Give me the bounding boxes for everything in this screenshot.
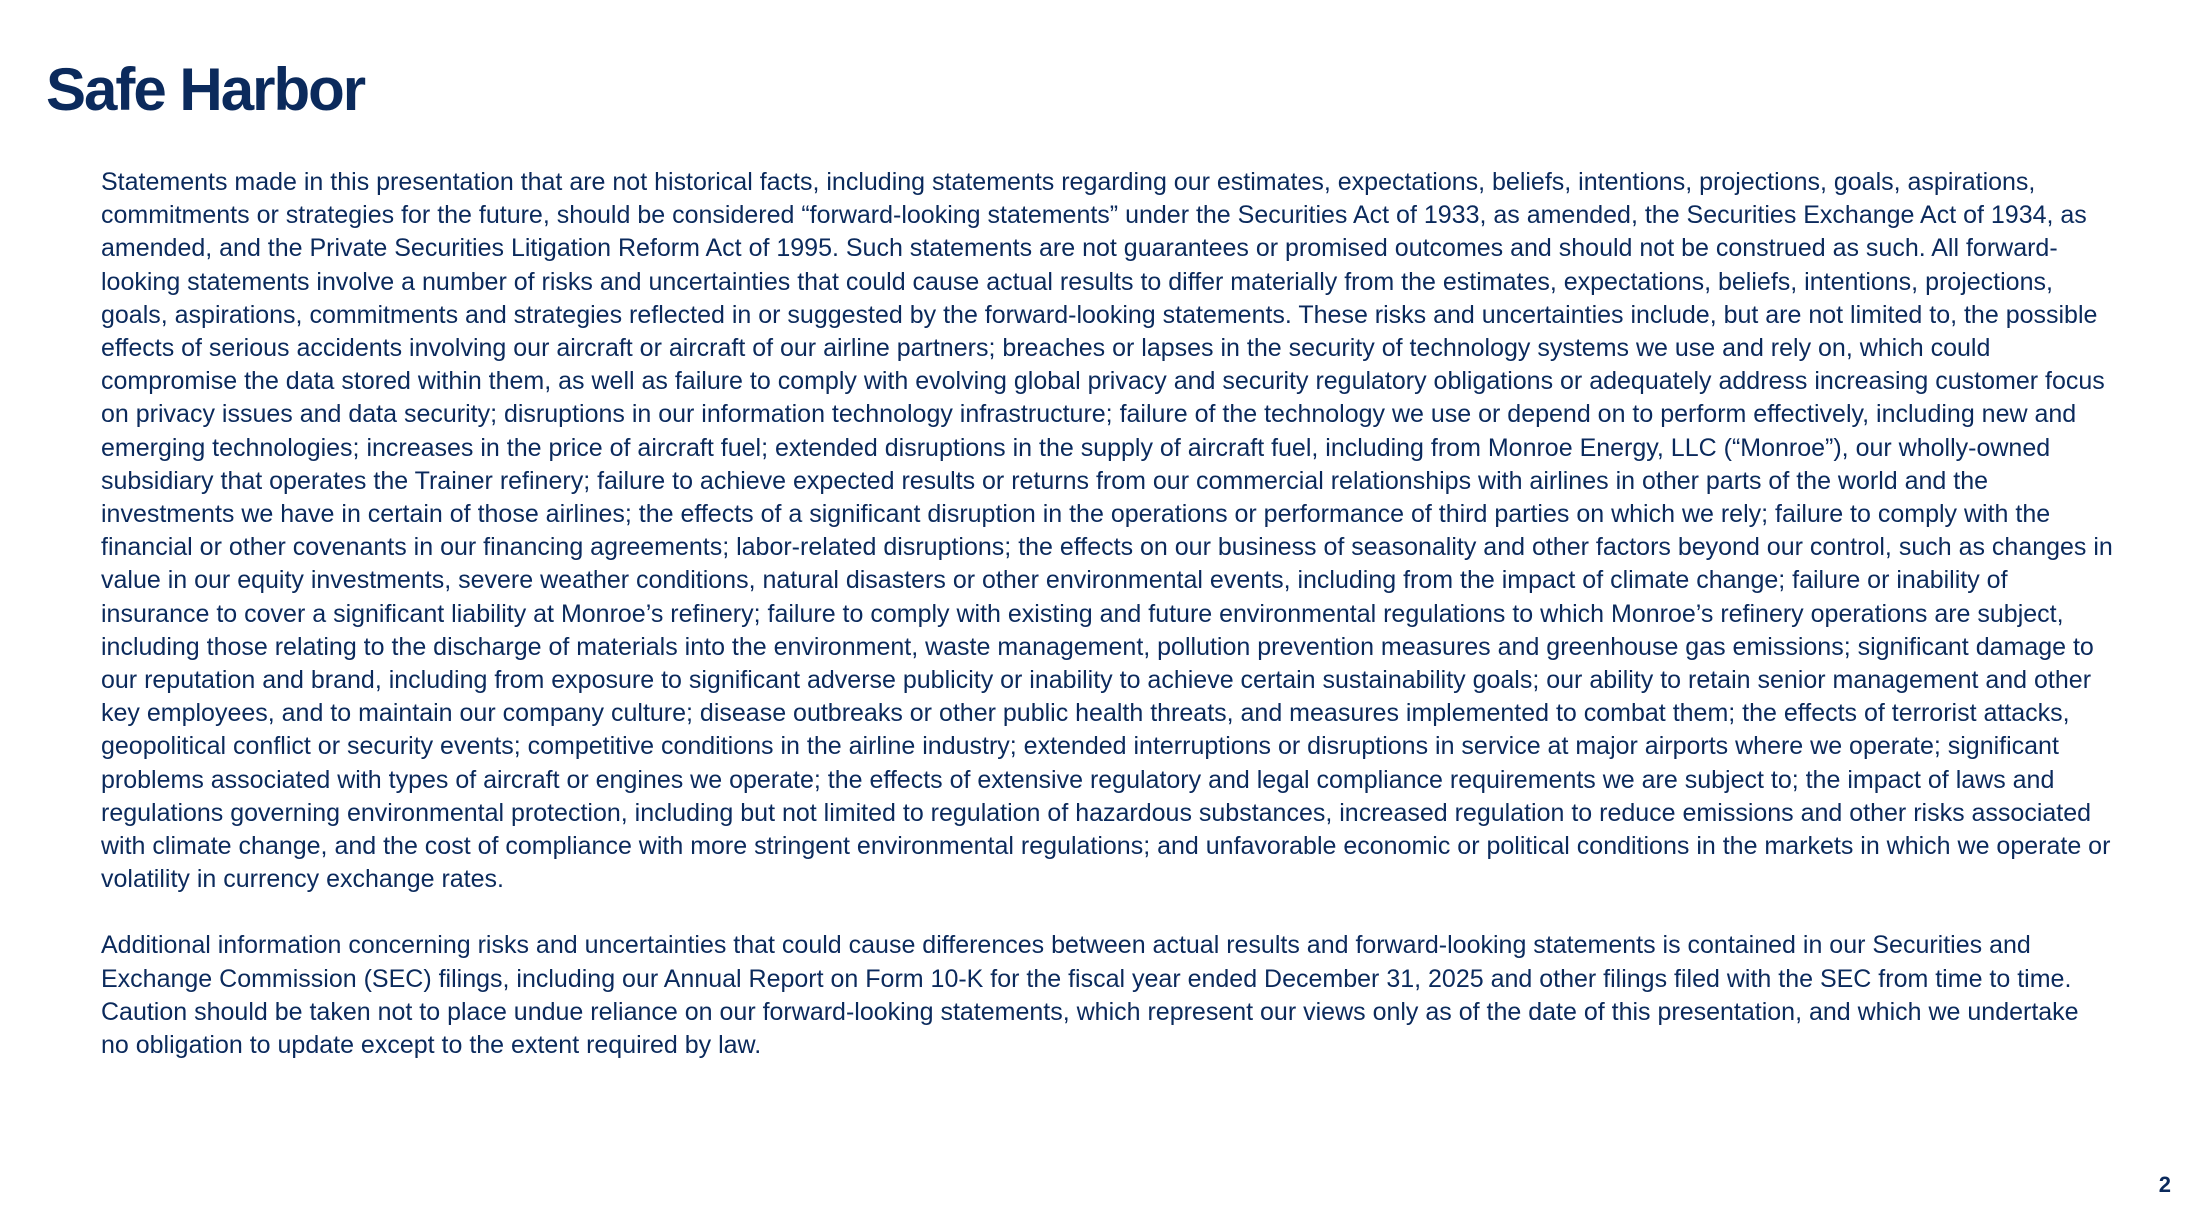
disclaimer-paragraph-forward-looking: Statements made in this presentation that are not historical facts, including statements regarding our estimates, expectations, beliefs, intentions, projections, goals, aspirations, commitments or strategies for the future, should be considered “forward-looking statements” under the Securities Act of 1933, as amended, the Securities Exchange Act of 1934, as amended, and the Private Securities Litigation Reform Act of 1995. Such statements are not guarantees or promised outcomes and should not be construed as such. All forward-looking statements involve a number of risks and uncertainties that could cause actual results to differ materially from the estimates, expectations, beliefs, intentions, projections, goals, aspirations, commitments and strategies reflected in or suggested by the forward-looking statements. These risks and uncertainties include, but are not limited to, the possible effects of serious accidents involving our aircraft or aircraft of our airline partners; breaches or lapses in the security of technology systems we use and rely on, which could compromise the data stored within them, as well as failure to comply with evolving global privacy and security regulatory obligations or adequately address increasing customer focus on privacy issues and data security; disruptions in our information technology infrastructure; failure of the technology we use or depend on to perform effectively, including new and emerging technologies; increases in the price of aircraft fuel; extended disruptions in the supply of aircraft fuel, including from Monroe Energy, LLC (“Monroe”), our wholly-owned subsidiary that operates the Trainer refinery; failure to achieve expected results or returns from our commercial relationships with airlines in other parts of the world and the investments we have in certain of those airlines; the effects of a significant disruption in the operations or performance of third parties on which we rely; failure to comply with the financial or other covenants in our financing agreements; labor-related disruptions; the effects on our business of seasonality and other factors beyond our control, such as changes in value in our equity investments, severe weather conditions, natural disasters or other environmental events, including from the impact of climate change; failure or inability of insurance to cover a significant liability at Monroe’s refinery; failure to comply with existing and future environmental regulations to which Monroe’s refinery operations are subject, including those relating to the discharge of materials into the environment, waste management, pollution prevention measures and greenhouse gas emissions; significant damage to our reputation and brand, including from exposure to significant adverse publicity or inability to achieve certain sustainability goals; our ability to retain senior management and other key employees, and to maintain our company culture; disease outbreaks or other public health threats, and measures implemented to combat them; the effects of terrorist attacks, geopolitical conflict or security events; competitive conditions in the airline industry; extended interruptions or disruptions in service at major airports where we operate; significant problems associated with types of aircraft or engines we operate; the effects of extensive regulatory and legal compliance requirements we are subject to; the impact of laws and regulations governing environmental protection, including but not limited to regulation of hazardous substances, increased regulation to reduce emissions and other risks associated with climate change, and the cost of compliance with more stringent environmental regulations; and unfavorable economic or political conditions in the markets in which we operate or volatility in currency exchange rates. bbox=[101, 168, 2113, 894]
disclaimer-paragraph-additional-info: Additional information concerning risks and uncertainties that could cause differences between actual results and forward-looking statements is contained in our Securities and Exchange Commission (SEC) filings, including our Annual Report on Form 10-K for the fiscal year ended December 31, 2025 and other filings filed with the SEC from time to time. Caution should be taken not to place undue reliance on our forward-looking statements, which represent our views only as of the date of this presentation, and which we undertake no obligation to update except to the extent required by law. bbox=[101, 931, 2079, 1060]
page-number: 2 bbox=[2158, 1172, 2171, 1197]
safe-harbor-body bbox=[101, 166, 2113, 1062]
slide-title: Safe Harbor bbox=[46, 56, 365, 123]
